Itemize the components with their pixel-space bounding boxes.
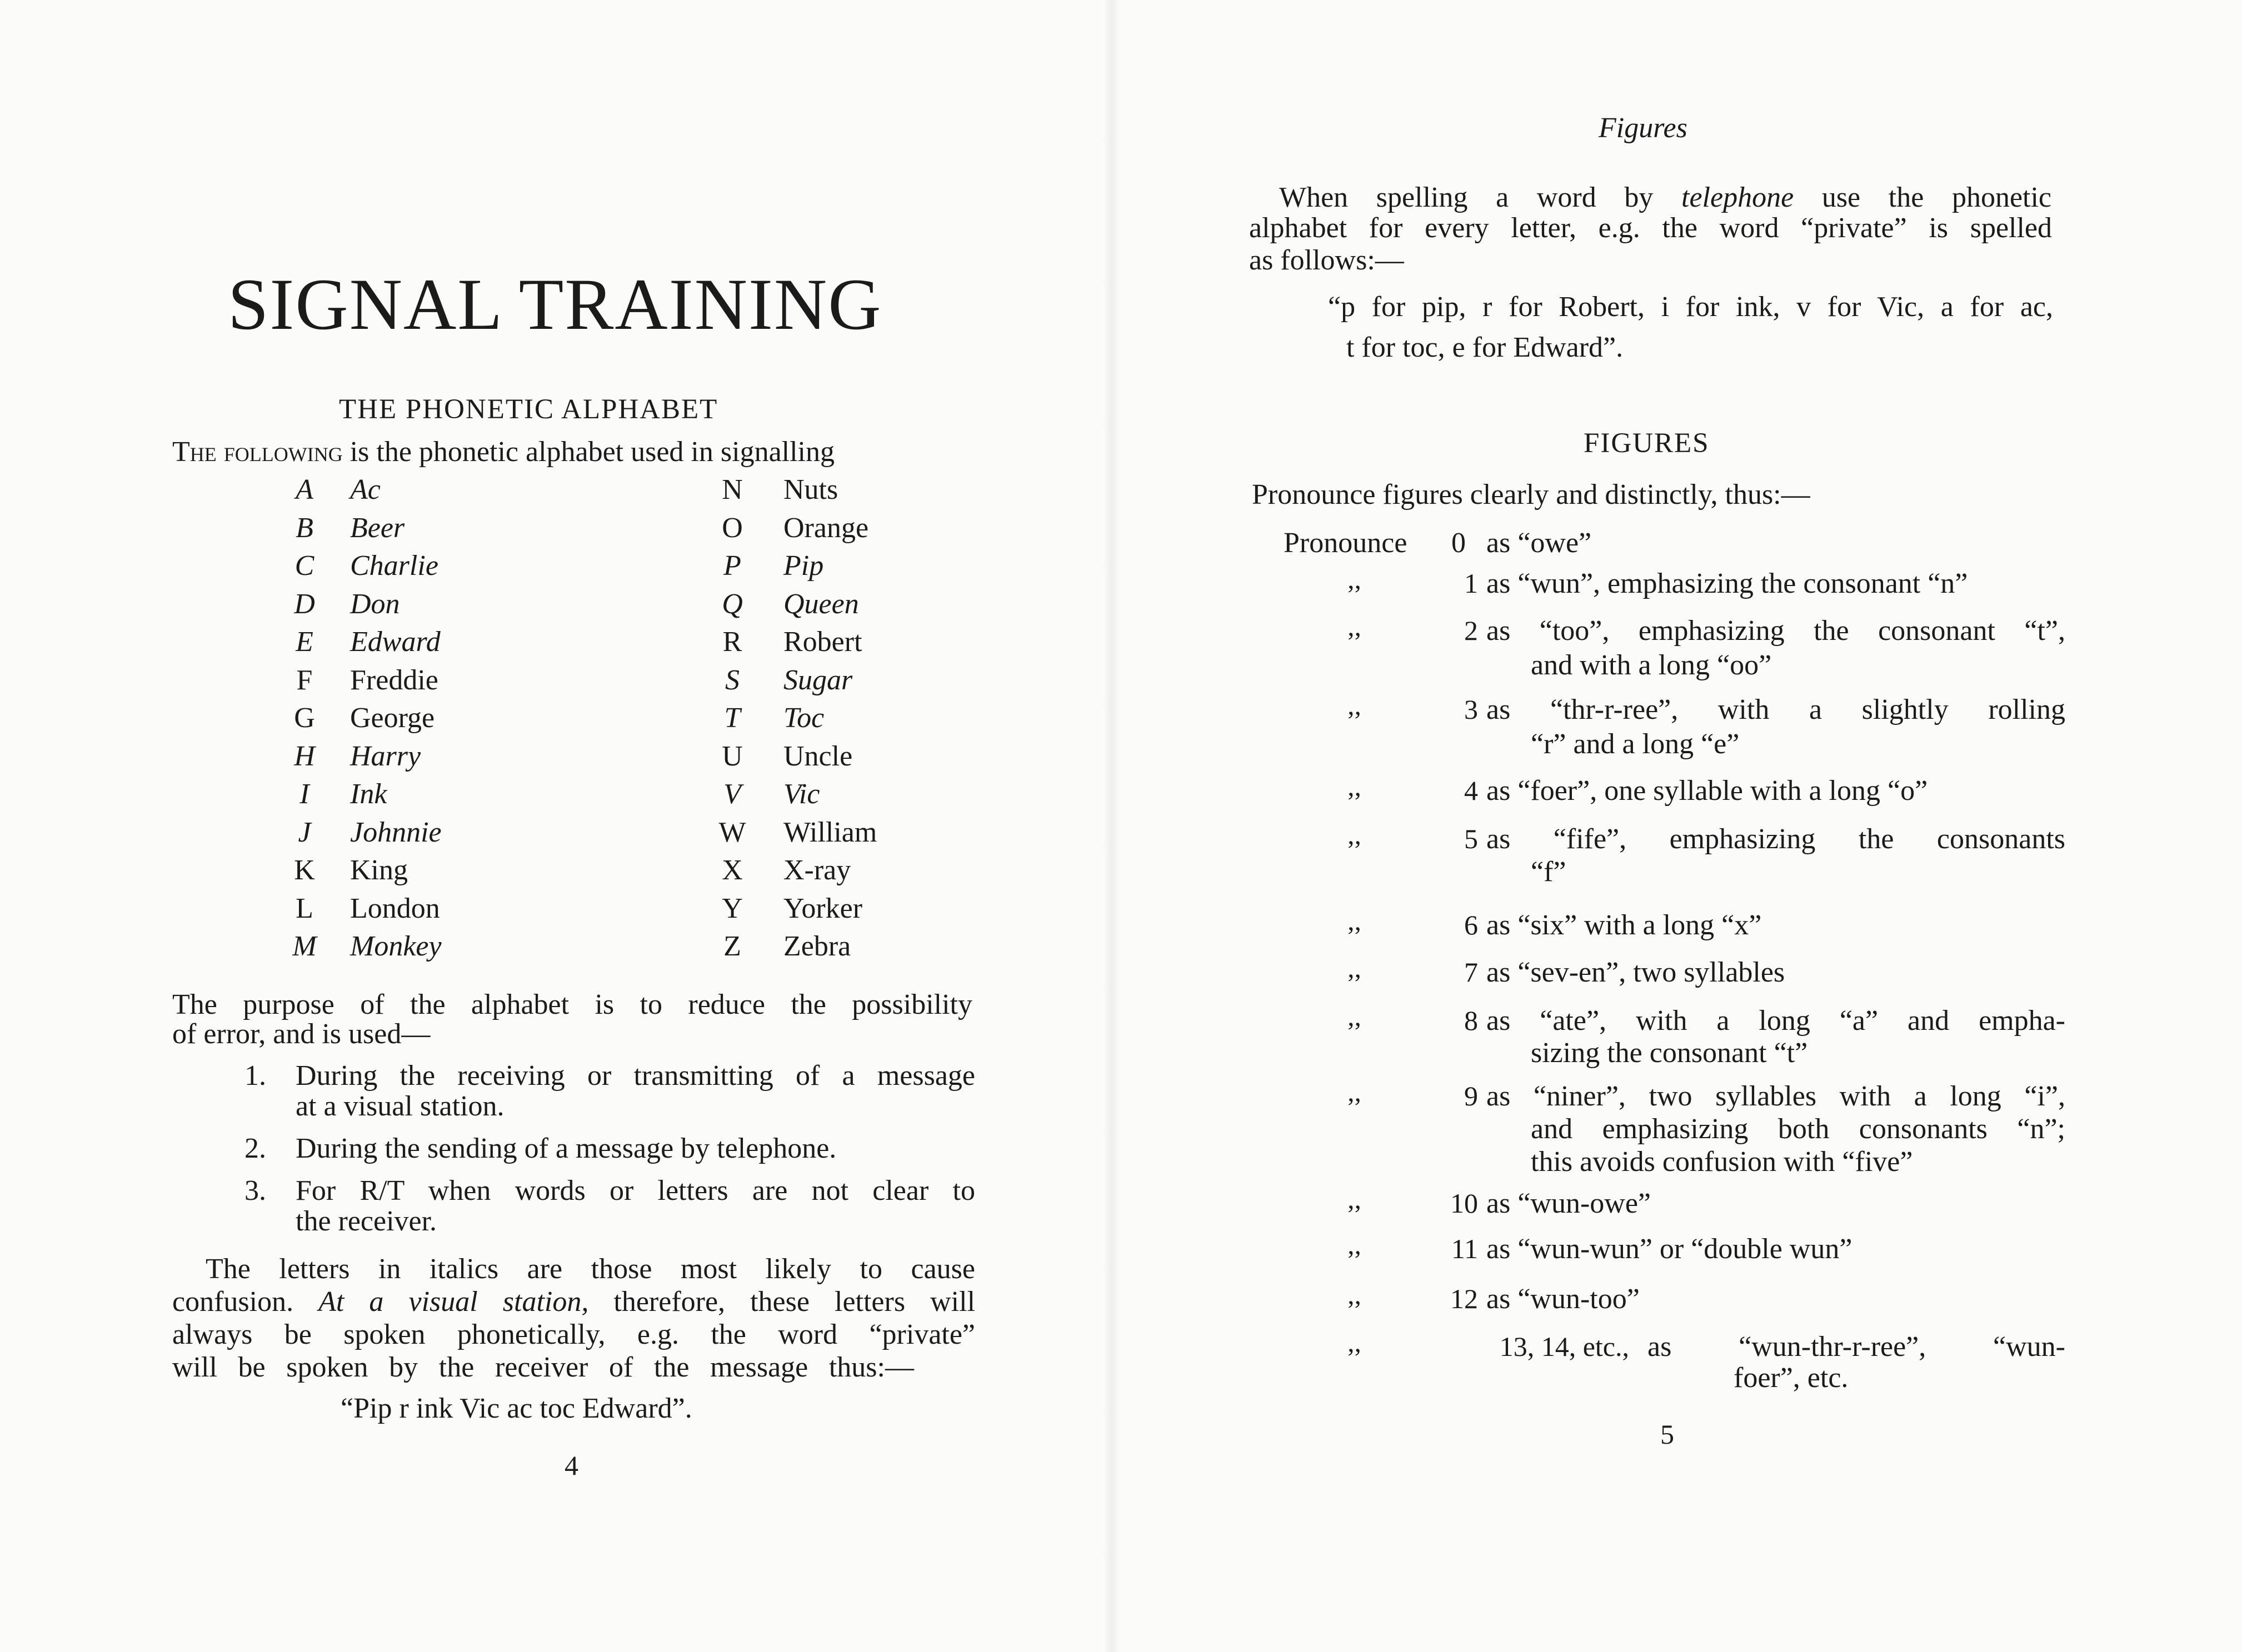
ditto-mark: ’’ — [1346, 1200, 1362, 1229]
telephone-line-3: as follows:— — [1249, 244, 1404, 276]
italics-note-confusion: confusion. — [172, 1286, 294, 1318]
right-page — [1111, 0, 2242, 1652]
intro-line — [172, 438, 835, 467]
alphabet-letter: N — [722, 474, 743, 505]
running-head: Figures — [1599, 112, 1687, 144]
alphabet-word: Vic — [783, 778, 820, 810]
alphabet-letter: H — [294, 740, 315, 772]
ditto-mark: ’’ — [1346, 627, 1362, 657]
alphabet-letter: X — [722, 854, 743, 886]
ditto-mark: ’’ — [1346, 1093, 1362, 1122]
use-text-line: During the receiving or transmitting of a message — [296, 1060, 975, 1092]
alphabet-word: Edward — [350, 626, 441, 658]
figure-pronunciation-line: as “owe” — [1486, 527, 1592, 559]
page-title: SIGNAL TRAINING — [228, 263, 882, 345]
alphabet-word: London — [350, 893, 440, 924]
figure-pronunciation-line: this avoids confusion with “five” — [1531, 1146, 1913, 1178]
italics-note-line-4: will be spoken by the receiver of the message thus:— — [172, 1351, 914, 1383]
alphabet-letter: D — [294, 588, 315, 620]
use-number: 1. — [244, 1060, 266, 1092]
figure-number: 3 — [1464, 694, 1478, 725]
alphabet-word: Orange — [783, 512, 869, 544]
figure-number: 13, 14, etc., — [1499, 1331, 1629, 1362]
alphabet-word: Yorker — [783, 893, 863, 924]
figure-number: 9 — [1464, 1080, 1478, 1112]
alphabet-letter: G — [294, 702, 315, 734]
figure-number: 0 — [1451, 527, 1466, 559]
alphabet-letter: Z — [723, 930, 741, 962]
pronounce-label: Pronounce — [1284, 527, 1407, 559]
page-number-right: 5 — [1660, 1419, 1674, 1450]
figure-pronunciation-line: as “fife”, emphasizing the consonants — [1486, 823, 2065, 855]
alphabet-word: Nuts — [783, 474, 838, 505]
use-text-line: During the sending of a message by telephone. — [296, 1133, 837, 1164]
alphabet-word: X-ray — [783, 854, 851, 886]
intro-lead: The following — [172, 436, 343, 468]
alphabet-letter: W — [718, 817, 746, 848]
alphabet-word: Robert — [783, 626, 862, 658]
alphabet-word: Zebra — [783, 930, 851, 962]
figure-pronunciation-line: and with a long “oo” — [1531, 649, 1772, 681]
purpose-line-2: of error, and is used— — [172, 1018, 431, 1050]
alphabet-letter: I — [299, 778, 309, 810]
italics-note-line-2 — [172, 1288, 975, 1316]
alphabet-letter: A — [296, 474, 313, 505]
ditto-mark: ’’ — [1346, 787, 1362, 817]
ditto-mark: ’’ — [1346, 706, 1362, 735]
figure-pronunciation-line: “f” — [1531, 856, 1566, 888]
ditto-mark: ’’ — [1346, 1017, 1362, 1047]
alphabet-word: Queen — [783, 588, 859, 620]
ditto-mark: ’’ — [1346, 969, 1362, 998]
alphabet-letter: O — [722, 512, 743, 544]
alphabet-letter: F — [296, 664, 313, 696]
ditto-mark: ’’ — [1346, 1343, 1362, 1373]
figure-number: 10 — [1450, 1188, 1478, 1219]
alphabet-letter: J — [298, 817, 311, 848]
figure-number: 5 — [1464, 823, 1478, 854]
alphabet-word: George — [350, 702, 435, 734]
alphabet-letter: E — [296, 626, 313, 658]
telephone-line-1-a: When spelling a word by — [1279, 182, 1654, 213]
alphabet-word: Harry — [350, 740, 421, 772]
figure-number: 12 — [1450, 1283, 1478, 1314]
alphabet-word: Johnnie — [350, 817, 442, 848]
alphabet-letter: R — [722, 626, 742, 658]
telephone-line-1-c: use the phonetic — [1821, 182, 2052, 213]
alphabet-letter: M — [292, 930, 317, 962]
figure-pronunciation-line: as “ate”, with a long “a” and empha- — [1486, 1005, 2065, 1037]
ditto-mark: ’’ — [1346, 580, 1362, 609]
figures-intro: Pronounce figures clearly and distinctly, thus:— — [1252, 479, 1810, 510]
alphabet-word: William — [783, 817, 877, 848]
figure-pronunciation-line: “r” and a long “e” — [1531, 728, 1740, 760]
alphabet-letter: C — [294, 550, 314, 582]
alphabet-word: Sugar — [783, 664, 853, 696]
figure-pronunciation-line: as “wun-too” — [1486, 1283, 1640, 1315]
alphabet-letter: L — [296, 893, 313, 924]
page-number-left: 4 — [565, 1450, 578, 1481]
alphabet-letter: S — [725, 664, 740, 696]
alphabet-word: Beer — [350, 512, 405, 544]
alphabet-letter: K — [294, 854, 315, 886]
telephone-example-line-1: “p for pip, r for Robert, i for ink, v for Vic, a for ac, — [1328, 291, 2053, 323]
alphabet-letter: B — [296, 512, 313, 544]
telephone-line-1 — [1279, 183, 2051, 212]
italics-note-line-1: The letters in italics are those most likely to cause — [206, 1253, 975, 1285]
figure-pronunciation-line: and emphasizing both consonants “n”; — [1531, 1113, 2065, 1145]
italics-example: “Pip r ink Vic ac toc Edward”. — [341, 1393, 692, 1424]
figure-pronunciation-line: as “wun-owe” — [1486, 1188, 1651, 1219]
alphabet-word: Pip — [783, 550, 824, 582]
ditto-mark: ’’ — [1346, 1245, 1362, 1275]
alphabet-word: Ink — [350, 778, 387, 810]
figure-pronunciation-line: as “thr-r-ree”, with a slightly rolling — [1486, 694, 2065, 725]
ditto-mark: ’’ — [1346, 1295, 1362, 1325]
figure-pronunciation-line: as “too”, emphasizing the consonant “t”, — [1486, 615, 2065, 647]
use-text-line: For R/T when words or letters are not clear to — [296, 1175, 975, 1207]
figure-number: 8 — [1464, 1005, 1478, 1036]
alphabet-word: Monkey — [350, 930, 442, 962]
italics-note-visual-station: At a visual station, — [318, 1286, 589, 1318]
use-text-line: the receiver. — [296, 1205, 437, 1237]
figure-pronunciation-line: as “foer”, one syllable with a long “o” — [1486, 775, 1928, 807]
figure-number: 6 — [1464, 909, 1478, 940]
figure-number: 7 — [1464, 957, 1478, 988]
alphabet-word: Don — [350, 588, 400, 620]
alphabet-letter: U — [722, 740, 743, 772]
alphabet-letter: P — [723, 550, 741, 582]
alphabet-word: Toc — [783, 702, 825, 734]
figure-number: 1 — [1464, 568, 1478, 599]
telephone-line-2: alphabet for every letter, e.g. the word “private” is spelled — [1249, 212, 2052, 244]
alphabet-word: Ac — [350, 474, 381, 505]
intro-rest: is the phonetic alphabet used in signalling — [349, 436, 835, 468]
alphabet-word: King — [350, 854, 408, 886]
use-text-line: at a visual station. — [296, 1090, 505, 1122]
alphabet-letter: T — [724, 702, 741, 734]
alphabet-word: Uncle — [783, 740, 853, 772]
figure-number: 11 — [1451, 1233, 1478, 1264]
figure-pronunciation-line: foer”, etc. — [1734, 1362, 1849, 1394]
section-heading-phonetic-alphabet: THE PHONETIC ALPHABET — [339, 394, 718, 425]
figure-pronunciation-line: as “niner”, two syllables with a long “i”, — [1486, 1080, 2065, 1112]
alphabet-letter: Y — [722, 893, 743, 924]
alphabet-letter: V — [723, 778, 741, 810]
use-number: 2. — [244, 1133, 266, 1164]
alphabet-letter: Q — [722, 588, 743, 620]
figure-pronunciation-line: as “six” with a long “x” — [1486, 909, 1762, 941]
section-heading-figures: FIGURES — [1584, 428, 1710, 459]
telephone-word: telephone — [1681, 182, 1794, 213]
italics-note-line-3: always be spoken phonetically, e.g. the word “private” — [172, 1319, 975, 1350]
alphabet-word: Charlie — [350, 550, 438, 582]
alphabet-word: Freddie — [350, 664, 438, 696]
figure-pronunciation-line: as “wun-thr-r-ree”, “wun- — [1647, 1331, 2065, 1363]
ditto-mark: ’’ — [1346, 835, 1362, 865]
purpose-line-1: The purpose of the alphabet is to reduce the possibility — [172, 989, 972, 1020]
figure-pronunciation-line: as “wun”, emphasizing the consonant “n” — [1486, 568, 1968, 599]
figure-pronunciation-line: as “sev-en”, two syllables — [1486, 957, 1785, 988]
italics-note-therefore: therefore, these letters will — [613, 1286, 976, 1318]
figure-pronunciation-line: sizing the consonant “t” — [1531, 1037, 1808, 1069]
left-page — [0, 0, 1111, 1652]
figure-pronunciation-line: as “wun-wun” or “double wun” — [1486, 1233, 1852, 1265]
figure-number: 2 — [1464, 615, 1478, 646]
telephone-example-line-2: t for toc, e for Edward”. — [1346, 332, 1624, 363]
use-number: 3. — [244, 1175, 266, 1207]
figure-number: 4 — [1464, 775, 1478, 806]
ditto-mark: ’’ — [1346, 922, 1362, 951]
